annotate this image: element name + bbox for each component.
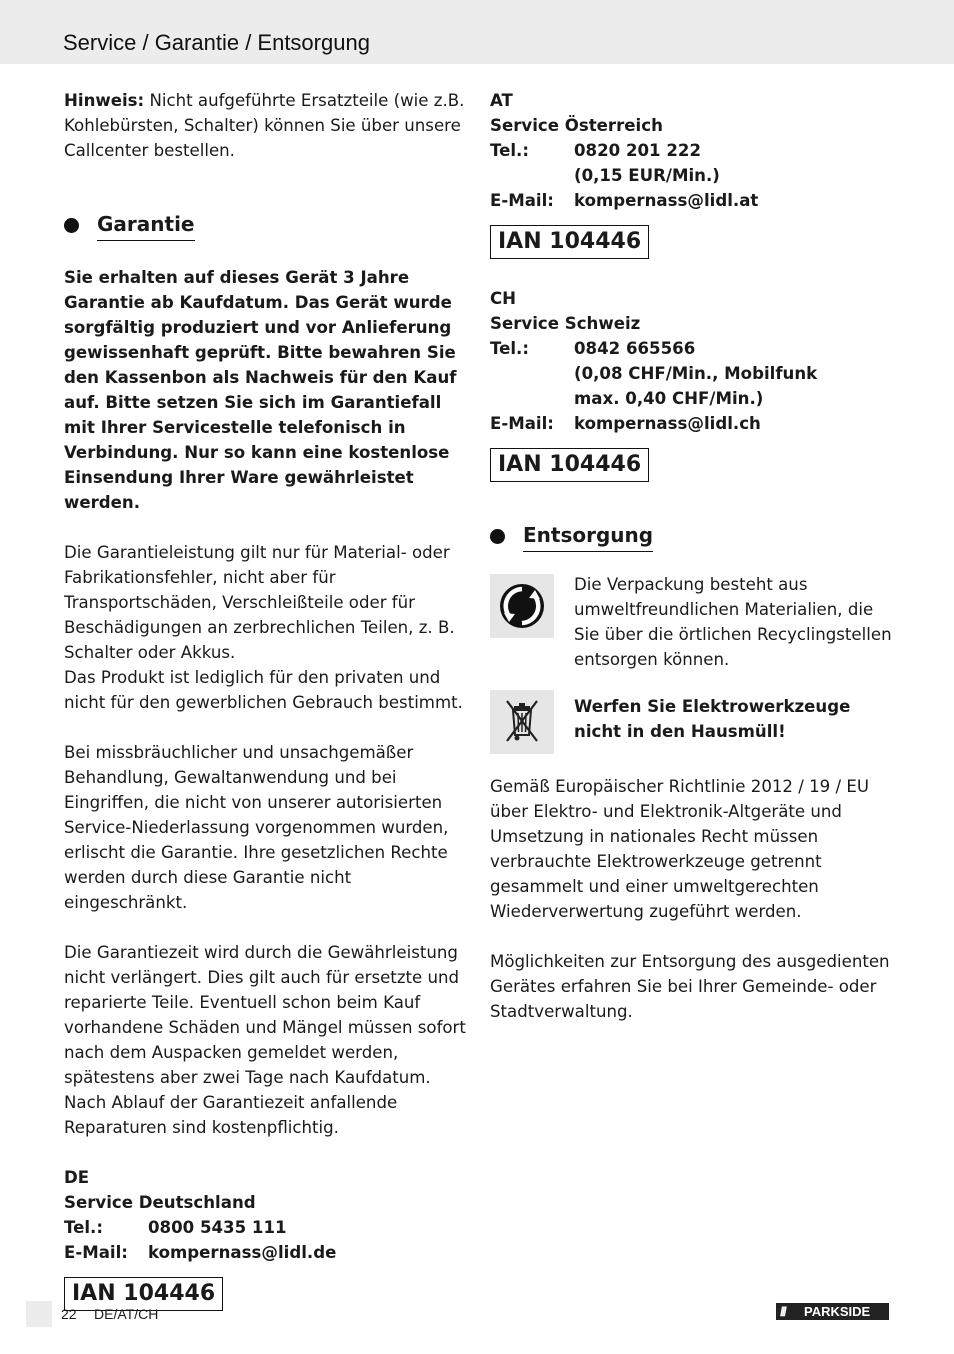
packaging-row [490,572,894,672]
service-ch-tel-row [490,336,894,361]
entsorgung-heading-text: Entsorgung [523,520,653,552]
tel-label: Tel.: [490,339,529,358]
service-ch-ian: IAN 104446 [490,448,649,482]
left-column [64,88,468,1311]
hinweis-paragraph [64,88,468,163]
service-de-country: DE [64,1168,90,1187]
service-de-block [64,1165,468,1311]
email-label: E-Mail: [490,191,554,210]
service-at-tel-row [490,138,894,163]
right-column [490,88,894,1024]
service-at-block [490,88,894,259]
service-de-name: Service Deutschland [64,1193,256,1212]
service-de-tel-row [64,1215,468,1240]
service-at-ian: IAN 104446 [490,225,649,259]
page-title: Service / Garantie / Entsorgung [63,30,370,55]
service-at-country: AT [490,91,513,110]
garantie-heading [64,209,195,241]
service-at-tel[interactable]: 0820 201 222 [574,141,702,160]
entsorgung-section [490,520,894,552]
hinweis-text: Nicht aufgeführte Ersatzteile (wie z.B. Kohlebürsten, Schalter) können Sie über unsere Callcenter bestellen. [64,91,465,160]
warning-row [490,688,894,754]
service-at-email-row [490,188,894,213]
garantie-para1: Die Garantieleistung gilt nur für Material- oder Fabrikationsfehler, nicht aber für Transportschäden, Verschleißteile oder für Beschädigungen an zerbrechlichen Teilen, z. B. Schalter oder Akkus. [64,543,455,662]
brand-name: PARKSIDE [804,1304,871,1319]
footer-marker [26,1301,52,1327]
garantie-para1b: Das Produkt ist lediglich für den privaten und nicht für den gewerblichen Gebrauch bestimmt. [64,668,463,712]
service-at-tel-note: (0,15 EUR/Min.) [574,166,720,185]
service-ch-tel-note1-row [490,361,894,386]
service-ch-country: CH [490,289,517,308]
recycling-icon [490,574,554,638]
garantie-para2: Bei missbräuchlicher und unsachgemäßer Behandlung, Gewaltanwendung und bei Eingriffen, die nicht von unserer autorisierten Service-Niederlassung vorgenommen wurden, erlischt die Garantie. Ihre gesetzlichen Rechte werden durch diese Garantie nicht eingeschränkt. [64,743,449,912]
packaging-text: Die Verpackung besteht aus umweltfreundlichen Materialien, die Sie über die örtlichen Recyclingstellen entsorgen können. [574,575,892,669]
tel-label: Tel.: [490,141,529,160]
service-ch-tel[interactable]: 0842 665566 [574,339,696,358]
entsorgung-para1: Gemäß Europäischer Richtlinie 2012 / 19 / EU über Elektro- und Elektronik-Altgeräte und Umsetzung in nationales Recht müssen verbrauchte Elektrowerkzeuge getrennt gesammelt und einer umweltgerechten Wiederverwertung zugeführt werden. [490,777,870,921]
service-at-name: Service Österreich [490,116,663,135]
garantie-heading-text: Garantie [97,209,195,241]
parkside-logo [776,1303,889,1320]
service-ch-email[interactable]: kompernass@lidl.ch [574,414,761,433]
service-ch-block [490,286,894,482]
entsorgung-heading [490,520,653,552]
service-ch-name: Service Schweiz [490,314,641,333]
bullet-icon [64,218,79,233]
hinweis-label: Hinweis: [64,91,145,110]
garantie-bold-text: Sie erhalten auf dieses Gerät 3 Jahre Garantie ab Kaufdatum. Das Gerät wurde sorgfältig produziert und vor Anlieferung gewissenhaft geprüft. Bitte bewahren Sie den Kassenbon als Nachweis für den Kauf auf. Bitte setzen Sie sich im Garantiefall mit Ihrer Servicestelle telefonisch in Verbindung. Nur so kann eine kostenlose Einsendung Ihrer Ware gewährleistet werden. [64,268,457,512]
garantie-para3: Die Garantiezeit wird durch die Gewährleistung nicht verlängert. Dies gilt auch für ersetzte und reparierte Teile. Eventuell schon beim Kauf vorhandene Schäden und Mängel müssen sofort nach dem Auspacken gemeldet werden, spätestens aber zwei Tage nach Kaufdatum. Nach Ablauf der Garantiezeit anfallende Reparaturen sind kostenpflichtig. [64,943,466,1137]
service-ch-email-row [490,411,894,436]
brand-stripes: /// [780,1304,785,1319]
service-at-email[interactable]: kompernass@lidl.at [574,191,759,210]
email-label: E-Mail: [490,414,554,433]
bullet-icon [490,529,505,544]
service-de-email-row [64,1240,468,1265]
garantie-section [64,209,468,241]
service-ch-tel-note1: (0,08 CHF/Min., Mobilfunk [574,364,818,383]
service-at-tel-note-row [490,163,894,188]
page-number: 22 [61,1306,77,1322]
service-de-email[interactable]: kompernass@lidl.de [148,1243,337,1262]
tel-label: Tel.: [64,1218,103,1237]
crossed-bin-icon [490,690,554,754]
footer-lang: DE/AT/CH [94,1306,159,1322]
service-ch-tel-note2-row [490,386,894,411]
service-ch-tel-note2: max. 0,40 CHF/Min.) [574,389,764,408]
service-de-tel[interactable]: 0800 5435 111 [148,1218,287,1237]
email-label: E-Mail: [64,1243,128,1262]
entsorgung-para2: Möglichkeiten zur Entsorgung des ausgedienten Gerätes erfahren Sie bei Ihrer Gemeinde- oder Stadtverwaltung. [490,952,890,1021]
page-header [0,0,954,64]
warning-text: Werfen Sie Elektrowerkzeuge nicht in den Hausmüll! [574,697,851,741]
service-de-ian: IAN 104446 [64,1277,223,1311]
